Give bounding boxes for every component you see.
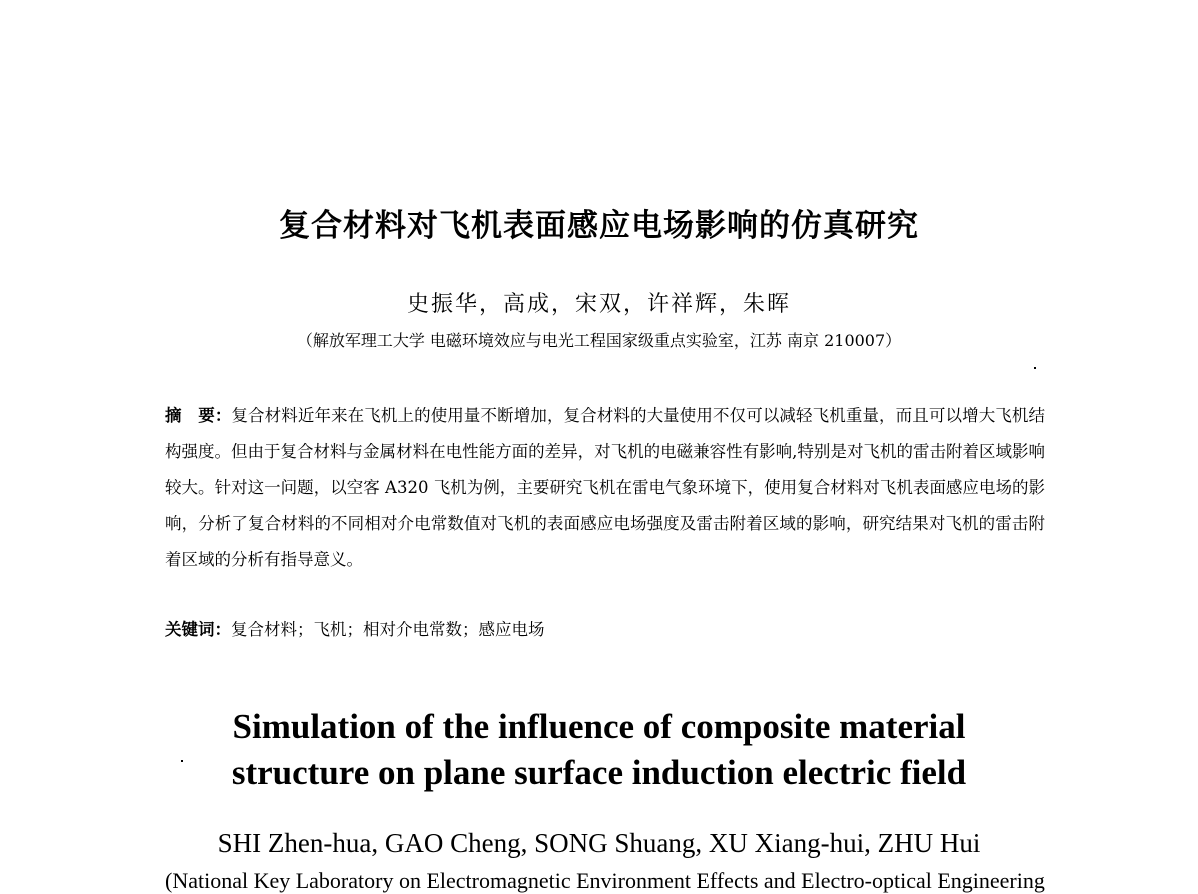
abstract-label: 摘 要： (165, 406, 232, 425)
english-authors: SHI Zhen-hua, GAO Cheng, SONG Shuang, XU Xiang-hui, ZHU Hui (217, 828, 981, 858)
scan-speck (181, 760, 183, 762)
abstract-text: 复合材料近年来在飞机上的使用量不断增加，复合材料的大量使用不仅可以减轻飞机重量，而且可以增大飞机结构强度。但由于复合材料与金属材料在电性能方面的差异，对飞机的电磁兼容性有影响,特别是对飞机的雷击附着区域影响较大。针对这一问题，以空客 A320 飞机为例，主要研究飞机在雷电气象环境下，使用复合材料对飞机表面感应电场的影响，分析了复合材料的不同相对介电常数值对飞机的表面感应电场强度及雷击附着区域的影响，研究结果对飞机的雷击附着区域的分析有指导意义。 (165, 406, 1046, 569)
chinese-keywords (165, 615, 1045, 645)
chinese-abstract (165, 398, 1045, 578)
chinese-affiliation: （解放军理工大学 电磁环境效应与电光工程国家级重点实验室，江苏 南京 210007） (296, 331, 902, 350)
chinese-authors: 史振华，高成，宋双，许祥辉，朱晖 (406, 292, 791, 317)
keywords-text: 复合材料；飞机；相对介电常数；感应电场 (231, 620, 545, 639)
chinese-title: 复合材料对飞机表面感应电场影响的仿真研究 (279, 208, 919, 244)
english-title-line-2: structure on plane surface induction electric field (231, 753, 967, 792)
keywords-label: 关键词： (165, 620, 231, 639)
scan-speck (1034, 367, 1036, 369)
english-affiliation: (National Key Laboratory on Electromagnetic Environment Effects and Electro-optical Engineering (165, 868, 1045, 893)
english-title (0, 704, 1198, 796)
english-title-line-1: Simulation of the influence of composite material (232, 707, 966, 746)
